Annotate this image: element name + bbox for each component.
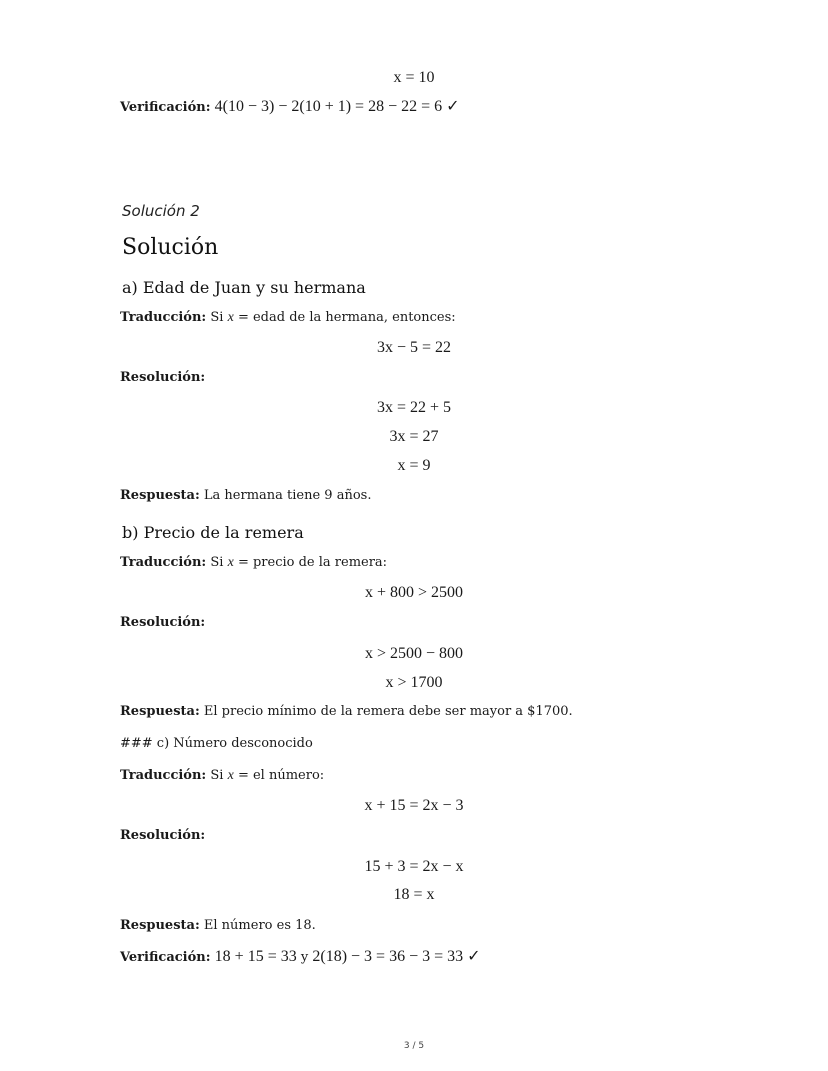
traduccion-line-c (120, 767, 324, 785)
resolucion-label-c: Resolución: (120, 828, 206, 843)
equation-a-step-1: 3x = 22 + 5 (376, 399, 452, 416)
respuesta-text: La hermana tiene 9 años. (203, 488, 372, 503)
traduccion-variable: x (227, 768, 234, 783)
traduccion-pre: Si (210, 310, 224, 325)
verification-expression: 4(10 − 3) − 2(10 + 1) = 28 − 22 = 6 ✓ (214, 98, 460, 115)
traduccion-variable: x (227, 310, 234, 325)
traduccion-line-a (120, 309, 456, 327)
traduccion-line-b (120, 554, 387, 572)
traduccion-definition: = el número: (237, 768, 325, 783)
respuesta-text: El número es 18. (203, 918, 316, 933)
traduccion-label: Traducción: (120, 310, 207, 325)
equation-c-step-2: 18 = x (393, 886, 435, 903)
page-number: 3 / 5 (403, 1041, 425, 1051)
solution-title: Solución (122, 235, 219, 260)
equation-a-1: 3x − 5 = 22 (376, 339, 452, 356)
verification-line-c (120, 948, 481, 967)
verification-line-top (120, 98, 460, 117)
section-heading-c-raw: ### c) Número desconocido (120, 736, 313, 751)
inequality-b-step-1: x > 2500 − 800 (364, 645, 464, 662)
traduccion-variable: x (227, 555, 234, 570)
resolucion-label-b: Resolución: (120, 615, 206, 630)
inequality-b-step-2: x > 1700 (385, 674, 443, 691)
verification-expression-2: 2(18) − 3 = 36 − 3 = 33 ✓ (312, 948, 481, 965)
equation-a-step-2: 3x = 27 (389, 428, 439, 445)
respuesta-line-a (120, 487, 371, 505)
resolucion-label-a: Resolución: (120, 370, 206, 385)
traduccion-definition: = precio de la remera: (237, 555, 388, 570)
traduccion-label: Traducción: (120, 768, 207, 783)
respuesta-label: Respuesta: (120, 488, 200, 503)
respuesta-text: El precio mínimo de la remera debe ser mayor a $1700. (203, 704, 573, 719)
traduccion-pre: Si (210, 768, 224, 783)
equation-a-step-3: x = 9 (397, 457, 431, 474)
respuesta-line-c (120, 917, 316, 935)
section-heading-a: a) Edad de Juan y su hermana (122, 278, 366, 297)
solution-subtitle: Solución 2 (122, 202, 200, 220)
verification-conjunction: y (300, 950, 309, 965)
verification-label: Verificación: (120, 100, 211, 115)
verification-expression-1: 18 + 15 = 33 (214, 948, 297, 965)
inequality-b-1: x + 800 > 2500 (364, 584, 464, 601)
verification-label: Verificación: (120, 950, 211, 965)
equation-c-step-1: 15 + 3 = 2x − x (364, 858, 464, 875)
respuesta-label: Respuesta: (120, 918, 200, 933)
equation-x-equals-10: x = 10 (393, 69, 435, 86)
section-heading-b: b) Precio de la remera (122, 523, 304, 542)
traduccion-label: Traducción: (120, 555, 207, 570)
respuesta-line-b (120, 703, 573, 721)
respuesta-label: Respuesta: (120, 704, 200, 719)
traduccion-definition: = edad de la hermana, entonces: (237, 310, 456, 325)
traduccion-pre: Si (210, 555, 224, 570)
equation-c-1: x + 15 = 2x − 3 (364, 797, 464, 814)
